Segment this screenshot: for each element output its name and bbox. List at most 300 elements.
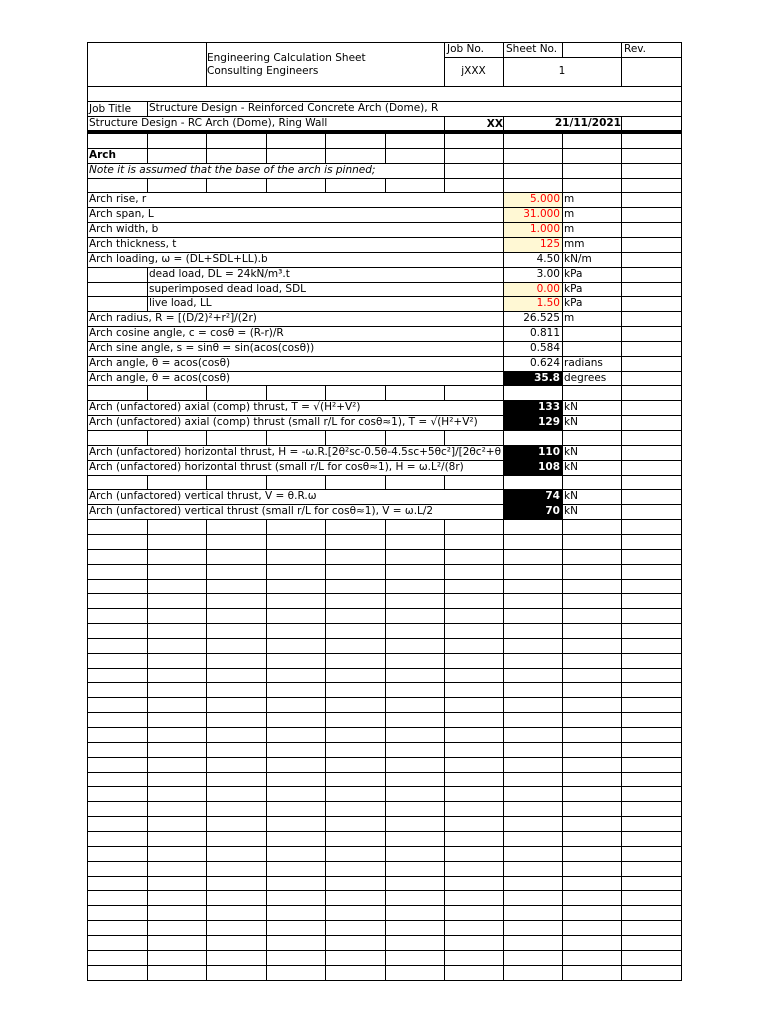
- grid-vline: [444, 519, 445, 535]
- grid-vline: [621, 757, 622, 773]
- row-label: Arch cosine angle, c = cosθ = (R-r)/R: [89, 327, 284, 339]
- grid-vline: [147, 148, 148, 164]
- grid-vline: [266, 727, 267, 743]
- grid-vline: [206, 712, 207, 728]
- grid-vline: [562, 965, 563, 981]
- grid-vline: [621, 116, 622, 132]
- row-label: superimposed dead load, SDL: [149, 283, 307, 295]
- grid-vline: [503, 356, 504, 372]
- grid-vline: [206, 638, 207, 654]
- grid-vline: [503, 489, 504, 505]
- row-unit: mm: [564, 238, 585, 250]
- grid-vline: [621, 163, 622, 179]
- row-unit: kN: [564, 490, 578, 502]
- grid-vline: [562, 504, 563, 520]
- grid-vline: [266, 846, 267, 862]
- grid-vline: [444, 831, 445, 847]
- grid-vline: [325, 593, 326, 609]
- grid-vline: [562, 861, 563, 877]
- grid-vline: [325, 133, 326, 149]
- grid-vline: [147, 519, 148, 535]
- grid-vline: [562, 207, 563, 223]
- grid-vline: [621, 890, 622, 906]
- grid-vline: [266, 697, 267, 713]
- grid-vline: [562, 935, 563, 951]
- grid-vline: [206, 178, 207, 193]
- row-value: 108: [538, 461, 560, 473]
- row-label: Arch (unfactored) horizontal thrust, H = -ω.R.[2θ²sc-0.5θ-4.5sc+5θc²]/[2θc²+θ: [89, 446, 502, 458]
- grid-vline: [562, 237, 563, 253]
- grid-vline: [325, 668, 326, 683]
- grid-vline: [266, 133, 267, 149]
- grid-vline: [503, 831, 504, 847]
- grid-vline: [325, 682, 326, 698]
- grid-vline: [266, 623, 267, 639]
- grid-vline: [562, 371, 563, 386]
- grid-vline: [562, 920, 563, 936]
- grid-vline: [503, 638, 504, 654]
- grid-vline: [503, 623, 504, 639]
- grid-hline: [87, 371, 682, 372]
- grid-hline: [444, 57, 682, 58]
- row-value: 0.811: [529, 327, 560, 339]
- grid-vline: [147, 101, 148, 117]
- grid-vline: [266, 786, 267, 802]
- grid-vline: [444, 549, 445, 565]
- grid-vline: [325, 816, 326, 832]
- grid-vline: [385, 653, 386, 669]
- grid-vline: [621, 296, 622, 312]
- grid-vline: [503, 890, 504, 906]
- grid-vline: [621, 519, 622, 535]
- grid-vline: [621, 252, 622, 268]
- grid-vline: [621, 905, 622, 921]
- grid-vline: [266, 653, 267, 669]
- grid-vline: [621, 534, 622, 550]
- grid-vline: [503, 935, 504, 951]
- grid-vline: [206, 727, 207, 743]
- grid-vline: [266, 831, 267, 847]
- row-value: 74: [545, 490, 560, 502]
- grid-vline: [562, 876, 563, 891]
- grid-vline: [444, 935, 445, 951]
- grid-vline: [503, 564, 504, 580]
- grid-vline: [325, 772, 326, 787]
- grid-vline: [503, 371, 504, 386]
- row-value: 0.624: [529, 357, 560, 369]
- grid-vline: [562, 519, 563, 535]
- grid-vline: [621, 489, 622, 505]
- grid-vline: [621, 579, 622, 594]
- row-label: Arch loading, ω = (DL+SDL+LL).b: [89, 253, 268, 265]
- grid-vline: [385, 890, 386, 906]
- grid-vline: [266, 950, 267, 966]
- grid-vline: [621, 697, 622, 713]
- grid-vline: [621, 742, 622, 758]
- grid-vline: [147, 638, 148, 654]
- grid-vline: [325, 861, 326, 877]
- grid-vline: [385, 475, 386, 490]
- grid-vline: [562, 267, 563, 283]
- row-value[interactable]: 125: [539, 238, 560, 250]
- job-no-value[interactable]: jXXX: [461, 65, 486, 77]
- grid-vline: [325, 608, 326, 624]
- grid-vline: [503, 282, 504, 297]
- grid-vline: [503, 712, 504, 728]
- grid-vline: [562, 356, 563, 372]
- row-unit: kN: [564, 461, 578, 473]
- grid-vline: [621, 207, 622, 223]
- grid-vline: [206, 757, 207, 773]
- row-label: Arch (unfactored) axial (comp) thrust (small r/L for cosθ≈1), T = √(H²+V²): [89, 416, 478, 428]
- grid-vline: [503, 801, 504, 817]
- grid-vline: [385, 757, 386, 773]
- grid-vline: [444, 786, 445, 802]
- grid-vline: [562, 133, 563, 149]
- row-unit: m: [564, 223, 575, 235]
- grid-vline: [444, 861, 445, 877]
- job-title-label: Job Title: [89, 103, 132, 115]
- grid-hline: [87, 341, 682, 342]
- grid-vline: [444, 757, 445, 773]
- rev-label: Rev.: [624, 43, 647, 55]
- grid-vline: [206, 653, 207, 669]
- grid-vline: [147, 920, 148, 936]
- grid-vline: [385, 623, 386, 639]
- row-value: 0.584: [529, 342, 560, 354]
- grid-vline: [621, 682, 622, 698]
- row-value: 70: [545, 505, 560, 517]
- grid-vline: [621, 326, 622, 342]
- grid-vline: [562, 415, 563, 431]
- grid-vline: [325, 950, 326, 966]
- row-value: 133: [538, 401, 560, 413]
- grid-vline: [266, 712, 267, 728]
- grid-vline: [147, 727, 148, 743]
- grid-vline: [621, 371, 622, 386]
- row-label: Arch (unfactored) vertical thrust (small r/L for cosθ≈1), V = ω.L/2: [89, 505, 434, 517]
- grid-hline: [87, 252, 682, 253]
- grid-vline: [503, 772, 504, 787]
- row-value: 35.8: [534, 372, 560, 384]
- grid-vline: [562, 400, 563, 416]
- grid-vline: [562, 282, 563, 297]
- grid-vline: [503, 296, 504, 312]
- grid-vline: [503, 192, 504, 208]
- grid-vline: [206, 148, 207, 164]
- grid-vline: [562, 460, 563, 476]
- grid-vline: [503, 445, 504, 461]
- grid-vline: [621, 712, 622, 728]
- grid-vline: [503, 148, 504, 164]
- grid-vline: [621, 593, 622, 609]
- grid-vline: [385, 727, 386, 743]
- grid-vline: [266, 757, 267, 773]
- grid-vline: [266, 385, 267, 401]
- grid-vline: [266, 920, 267, 936]
- grid-vline: [147, 282, 148, 297]
- grid-vline: [325, 846, 326, 862]
- grid-vline: [206, 697, 207, 713]
- grid-vline: [503, 267, 504, 283]
- row-unit: radians: [564, 357, 603, 369]
- grid-vline: [503, 430, 504, 446]
- row-value: 4.50: [536, 253, 560, 265]
- grid-vline: [206, 846, 207, 862]
- row-value[interactable]: 5.000: [529, 193, 560, 205]
- grid-vline: [444, 430, 445, 446]
- grid-vline: [562, 296, 563, 312]
- grid-vline: [147, 831, 148, 847]
- grid-vline: [503, 42, 504, 87]
- grid-vline: [621, 876, 622, 891]
- grid-vline: [503, 786, 504, 802]
- grid-vline: [444, 593, 445, 609]
- grid-vline: [385, 950, 386, 966]
- grid-vline: [621, 385, 622, 401]
- grid-vline: [444, 638, 445, 654]
- grid-vline: [385, 549, 386, 565]
- grid-vline: [562, 638, 563, 654]
- grid-vline: [444, 697, 445, 713]
- grid-vline: [621, 920, 622, 936]
- grid-vline: [385, 772, 386, 787]
- grid-vline: [325, 579, 326, 594]
- grid-vline: [503, 861, 504, 877]
- grid-vline: [562, 489, 563, 505]
- row-label: Arch (unfactored) vertical thrust, V = θ.R.ω: [89, 490, 317, 502]
- row-value[interactable]: 1.000: [529, 223, 560, 235]
- grid-vline: [325, 757, 326, 773]
- grid-vline: [503, 697, 504, 713]
- subject-line[interactable]: Structure Design - RC Arch (Dome), Ring Wall: [89, 117, 328, 129]
- grid-vline: [621, 846, 622, 862]
- grid-vline: [444, 385, 445, 401]
- grid-vline: [147, 697, 148, 713]
- grid-vline: [444, 475, 445, 490]
- grid-vline: [621, 237, 622, 253]
- grid-vline: [385, 846, 386, 862]
- grid-vline: [562, 564, 563, 580]
- grid-vline: [444, 163, 445, 179]
- grid-vline: [562, 445, 563, 461]
- grid-hline: [87, 311, 682, 312]
- grid-vline: [503, 742, 504, 758]
- grid-vline: [206, 608, 207, 624]
- grid-vline: [444, 876, 445, 891]
- grid-vline: [562, 727, 563, 743]
- grid-vline: [206, 920, 207, 936]
- grid-vline: [206, 593, 207, 609]
- grid-vline: [206, 564, 207, 580]
- grid-vline: [621, 400, 622, 416]
- grid-vline: [147, 564, 148, 580]
- grid-vline: [444, 801, 445, 817]
- grid-vline: [621, 42, 622, 87]
- grid-vline: [503, 311, 504, 327]
- grid-vline: [325, 786, 326, 802]
- grid-vline: [503, 237, 504, 253]
- grid-vline: [444, 905, 445, 921]
- grid-vline: [444, 579, 445, 594]
- grid-hline: [87, 326, 682, 327]
- grid-vline: [147, 549, 148, 565]
- grid-vline: [444, 178, 445, 193]
- grid-vline: [206, 579, 207, 594]
- date[interactable]: 21/11/2021: [554, 117, 621, 129]
- grid-vline: [562, 608, 563, 624]
- row-value[interactable]: 0.00: [536, 283, 560, 295]
- row-unit: m: [564, 312, 575, 324]
- row-unit: kN: [564, 416, 578, 428]
- grid-vline: [325, 519, 326, 535]
- grid-vline: [325, 965, 326, 981]
- grid-vline: [206, 831, 207, 847]
- grid-vline: [147, 876, 148, 891]
- grid-vline: [503, 682, 504, 698]
- grid-vline: [266, 816, 267, 832]
- grid-vline: [325, 148, 326, 164]
- grid-vline: [266, 549, 267, 565]
- grid-vline: [266, 861, 267, 877]
- grid-vline: [385, 742, 386, 758]
- grid-vline: [503, 593, 504, 609]
- grid-vline: [562, 579, 563, 594]
- grid-vline: [266, 475, 267, 490]
- grid-vline: [562, 341, 563, 357]
- grid-vline: [206, 519, 207, 535]
- grid-vline: [385, 831, 386, 847]
- grid-vline: [266, 742, 267, 758]
- grid-vline: [503, 116, 504, 132]
- grid-vline: [621, 222, 622, 238]
- grid-vline: [266, 178, 267, 193]
- grid-vline: [325, 890, 326, 906]
- grid-vline: [266, 772, 267, 787]
- grid-vline: [444, 623, 445, 639]
- company-line-1: Engineering Calculation Sheet: [207, 52, 366, 64]
- grid-vline: [385, 638, 386, 654]
- grid-vline: [385, 534, 386, 550]
- row-value[interactable]: 31.000: [523, 208, 560, 220]
- row-label: dead load, DL = 24kN/m³.t: [149, 268, 290, 280]
- grid-vline: [325, 475, 326, 490]
- grid-vline: [503, 950, 504, 966]
- grid-vline: [562, 222, 563, 238]
- grid-vline: [444, 116, 445, 132]
- grid-vline: [503, 341, 504, 357]
- grid-vline: [206, 42, 207, 87]
- grid-vline: [385, 876, 386, 891]
- grid-vline: [385, 935, 386, 951]
- grid-vline: [562, 252, 563, 268]
- grid-vline: [266, 905, 267, 921]
- grid-vline: [562, 311, 563, 327]
- grid-vline: [385, 608, 386, 624]
- grid-vline: [503, 757, 504, 773]
- row-label: Arch thickness, t: [89, 238, 177, 250]
- row-value[interactable]: 1.50: [536, 297, 560, 309]
- grid-vline: [562, 682, 563, 698]
- grid-vline: [621, 282, 622, 297]
- grid-vline: [266, 682, 267, 698]
- row-unit: kPa: [564, 283, 583, 295]
- grid-vline: [444, 890, 445, 906]
- grid-vline: [621, 341, 622, 357]
- grid-vline: [147, 682, 148, 698]
- grid-vline: [621, 192, 622, 208]
- grid-vline: [325, 935, 326, 951]
- grid-vline: [206, 742, 207, 758]
- grid-vline: [503, 163, 504, 179]
- row-label: Arch span, L: [89, 208, 154, 220]
- grid-vline: [206, 430, 207, 446]
- grid-vline: [325, 623, 326, 639]
- row-label: Arch angle, θ = acos(cosθ): [89, 372, 231, 384]
- grid-vline: [325, 653, 326, 669]
- grid-vline: [266, 579, 267, 594]
- grid-vline: [206, 905, 207, 921]
- grid-vline: [503, 400, 504, 416]
- grid-vline: [147, 430, 148, 446]
- grid-hline: [87, 237, 682, 238]
- grid-vline: [562, 668, 563, 683]
- grid-vline: [562, 905, 563, 921]
- grid-hline: [87, 207, 682, 208]
- grid-vline: [681, 42, 682, 981]
- grid-vline: [147, 861, 148, 877]
- grid-vline: [621, 831, 622, 847]
- grid-vline: [444, 668, 445, 683]
- grid-hline: [87, 86, 682, 87]
- grid-vline: [206, 475, 207, 490]
- grid-vline: [206, 801, 207, 817]
- sheet-no-value[interactable]: 1: [558, 65, 566, 77]
- grid-vline: [562, 534, 563, 550]
- grid-vline: [562, 549, 563, 565]
- grid-vline: [621, 608, 622, 624]
- grid-vline: [562, 385, 563, 401]
- initials[interactable]: XX: [486, 118, 503, 130]
- grid-vline: [147, 757, 148, 773]
- grid-hline: [87, 42, 682, 43]
- grid-vline: [266, 638, 267, 654]
- grid-vline: [444, 148, 445, 164]
- grid-vline: [562, 475, 563, 490]
- grid-vline: [621, 267, 622, 283]
- grid-vline: [385, 682, 386, 698]
- grid-vline: [385, 801, 386, 817]
- grid-vline: [325, 712, 326, 728]
- grid-vline: [621, 786, 622, 802]
- grid-vline: [206, 623, 207, 639]
- row-label: Arch rise, r: [89, 193, 147, 205]
- row-label: Arch (unfactored) horizontal thrust (small r/L for cosθ≈1), H = ω.L²/(8r): [89, 461, 464, 473]
- grid-vline: [562, 786, 563, 802]
- grid-vline: [444, 846, 445, 862]
- grid-vline: [206, 133, 207, 149]
- grid-vline: [444, 950, 445, 966]
- grid-vline: [503, 460, 504, 476]
- grid-vline: [206, 682, 207, 698]
- grid-vline: [206, 385, 207, 401]
- grid-vline: [562, 712, 563, 728]
- job-title-value[interactable]: Structure Design - Reinforced Concrete Arch (Dome), R: [149, 102, 439, 114]
- grid-vline: [444, 42, 445, 87]
- grid-vline: [621, 504, 622, 520]
- grid-vline: [503, 178, 504, 193]
- grid-vline: [325, 178, 326, 193]
